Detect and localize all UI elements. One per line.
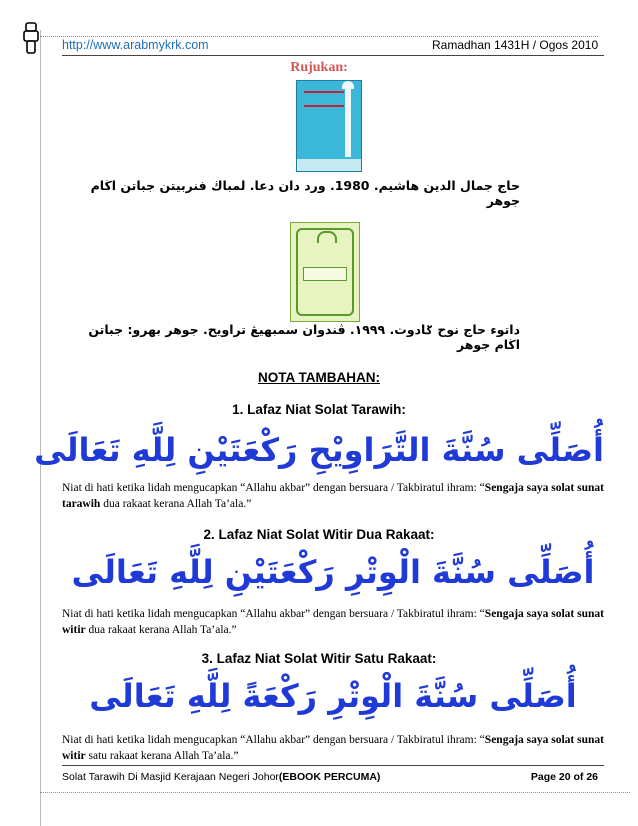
translation-tarawih — [62, 480, 604, 512]
reference-2: داتوء حاج نوح ݢادوت. ١٩٩٩. ڤندوان سمبهيڠ تراويح. جوهر بهرو: جباتن اڬام جوهر — [88, 322, 520, 352]
translation-emphasis: Sengaja saya solat sunat witir — [62, 734, 604, 762]
header-dotted-rule — [40, 36, 598, 37]
translation-text: dua rakaat kerana Allah Ta’ala.” — [85, 624, 237, 636]
arabic-niat-witir-satu: أُصَلِّى سُنَّةَ الْوِتْرِ رَكْعَةً لِلَّهِ تَعَالَى — [89, 677, 577, 715]
translation-text: Niat di hati ketika lidah mengucapkan “Allahu akbar” dengan bersuara / Takbiratul ihram: “ — [62, 482, 485, 494]
translation-text: dua rakaat kerana Allah Ta’ala.” — [100, 498, 252, 510]
section-title-tarawih: 1. Lafaz Niat Solat Tarawih: — [232, 402, 406, 417]
corner-clip-icon — [22, 22, 40, 56]
nota-tambahan-heading — [0, 370, 638, 385]
arabic-niat-tarawih: أُصَلِّى سُنَّةَ التَّرَاوِيْحِ رَكْعَتَيْنِ لِلَّهِ تَعَالَى — [34, 431, 604, 469]
references-heading: Rujukan: — [290, 60, 348, 75]
translation-emphasis: Sengaja saya solat sunat witir — [62, 608, 604, 636]
reference-1: حاج جمال الدين هاشيم. 1980. ورد دان دعا. لمباڬ فنربيتن جباتن اڬام جوهر — [90, 178, 520, 208]
section-title-witir-satu: 3. Lafaz Niat Solat Witir Satu Rakaat: — [201, 651, 437, 666]
footer-divider — [62, 765, 604, 766]
book-cover-title-mark — [304, 91, 344, 107]
book-cover-label — [303, 267, 347, 281]
translation-emphasis: Sengaja saya solat sunat tarawih — [62, 482, 604, 510]
arabic-niat-witir-dua: أُصَلِّى سُنَّةَ الْوِتْرِ رَكْعَتَيْنِ لِلَّهِ تَعَالَى — [71, 553, 595, 591]
translation-text: satu rakaat kerana Allah Ta’ala.” — [85, 750, 239, 762]
footer-title-text: Solat Tarawih Di Masjid Kerajaan Negeri Johor — [62, 771, 279, 783]
dome-image — [317, 231, 337, 243]
section-title-witir-dua: 2. Lafaz Niat Solat Witir Dua Rakaat: — [203, 527, 435, 542]
minaret-image — [345, 87, 351, 157]
header-date: Ramadhan 1431H / Ogos 2010 — [432, 38, 599, 52]
translation-witir-satu — [62, 732, 604, 764]
book-cover-tarawih-image — [290, 222, 360, 322]
book-cover-base — [297, 159, 361, 171]
book-cover-wirid-doa-image — [296, 80, 362, 172]
footer-title-bold: (EBOOK PERCUMA) — [278, 771, 381, 783]
translation-text: Niat di hati ketika lidah mengucapkan “Allahu akbar” dengan bersuara / Takbiratul ihram: “ — [62, 734, 485, 746]
nota-tambahan-text: NOTA TAMBAHAN: — [258, 370, 380, 385]
page-number: Page 20 of 26 — [530, 771, 598, 783]
footer-title — [62, 771, 380, 783]
footer-dotted-rule — [40, 792, 630, 793]
translation-text: Niat di hati ketika lidah mengucapkan “Allahu akbar” dengan bersuara / Takbiratul ihram: “ — [62, 608, 485, 620]
header-url-link[interactable]: http://www.arabmykrk.com — [62, 38, 209, 52]
translation-witir-dua — [62, 606, 604, 638]
header-divider — [62, 55, 604, 56]
